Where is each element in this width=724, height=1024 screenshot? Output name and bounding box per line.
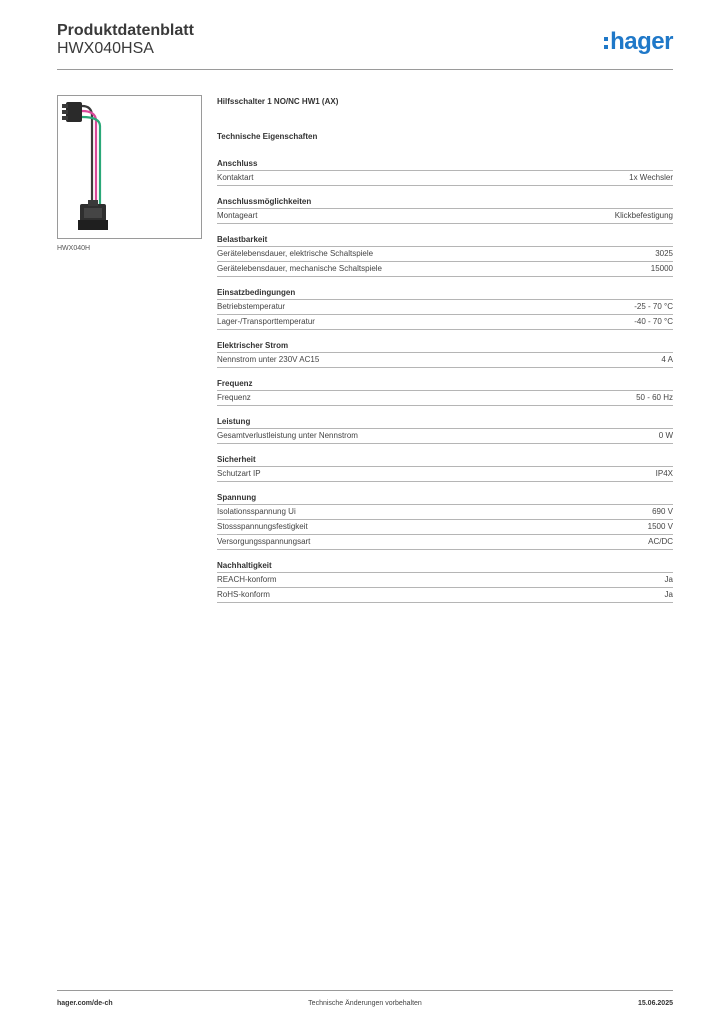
product-code: HWX040HSA [57, 40, 154, 57]
section-title: Technische Eigenschaften [217, 132, 318, 141]
property-groups [217, 157, 673, 603]
property-label: Betriebstemperatur [217, 302, 286, 311]
property-row [217, 391, 673, 406]
group-title: Frequenz [217, 377, 673, 391]
group-title: Anschluss [217, 157, 673, 171]
property-value: 15000 [650, 264, 673, 273]
property-label: Montageart [217, 211, 258, 220]
property-value: 1x Wechsler [629, 173, 673, 182]
property-label: REACH-konform [217, 575, 277, 584]
property-group [217, 559, 673, 603]
property-row [217, 262, 673, 277]
property-label: Kontaktart [217, 173, 254, 182]
group-title: Anschlussmöglichkeiten [217, 195, 673, 209]
group-title: Belastbarkeit [217, 233, 673, 247]
hager-logo [604, 28, 673, 56]
property-value: 690 V [652, 507, 673, 516]
property-row [217, 467, 673, 482]
property-row [217, 247, 673, 262]
property-row [217, 505, 673, 520]
property-label: Isolationsspannung Ui [217, 507, 296, 516]
group-title: Sicherheit [217, 453, 673, 467]
property-row [217, 315, 673, 330]
property-value: 0 W [658, 431, 673, 440]
property-row [217, 520, 673, 535]
property-value: -40 - 70 °C [634, 317, 673, 326]
property-value: -25 - 70 °C [634, 302, 673, 311]
property-group [217, 157, 673, 186]
property-label: Schutzart IP [217, 469, 261, 478]
property-row [217, 573, 673, 588]
document-title: Produktdatenblatt [57, 22, 194, 39]
property-value: Ja [664, 590, 673, 599]
group-title: Nachhaltigkeit [217, 559, 673, 573]
image-caption: HWX040H [57, 245, 91, 252]
property-value: IP4X [655, 469, 673, 478]
property-group [217, 286, 673, 330]
property-row [217, 209, 673, 224]
group-title: Spannung [217, 491, 673, 505]
property-label: Lager-/Transporttemperatur [217, 317, 315, 326]
property-group [217, 453, 673, 482]
document-header [57, 20, 673, 70]
property-row [217, 300, 673, 315]
property-value: AC/DC [648, 537, 673, 546]
group-title: Einsatzbedingungen [217, 286, 673, 300]
footer-note: Technische Änderungen vorbehalten [308, 1000, 422, 1007]
product-title: Hilfsschalter 1 NO/NC HW1 (AX) [217, 97, 339, 106]
footer-date: 15.06.2025 [637, 1000, 673, 1007]
footer-url[interactable]: hager.com/de-ch [57, 1000, 113, 1007]
auxiliary-switch-illustration [58, 96, 201, 238]
property-row [217, 171, 673, 186]
property-value: 1500 V [647, 522, 673, 531]
property-value: 50 - 60 Hz [636, 393, 673, 402]
property-label: Gesamtverlustleistung unter Nennstrom [217, 431, 358, 440]
property-label: RoHS-konform [217, 590, 270, 599]
logo-text: hager [610, 28, 673, 55]
property-value: Ja [664, 575, 673, 584]
property-group [217, 377, 673, 406]
property-label: Gerätelebensdauer, mechanische Schaltspiele [217, 264, 382, 273]
property-group [217, 195, 673, 224]
group-title: Leistung [217, 415, 673, 429]
property-group [217, 491, 673, 550]
property-row [217, 535, 673, 550]
property-row [217, 588, 673, 603]
property-group [217, 233, 673, 277]
logo-dots-icon [604, 37, 608, 49]
product-image [57, 95, 202, 239]
document-footer [57, 990, 673, 1014]
property-label: Stossspannungsfestigkeit [217, 522, 308, 531]
property-label: Nennstrom unter 230V AC15 [217, 355, 320, 364]
property-value: Klickbefestigung [614, 211, 673, 220]
property-value: 4 A [661, 355, 673, 364]
property-value: 3025 [655, 249, 673, 258]
property-group [217, 339, 673, 368]
group-title: Elektrischer Strom [217, 339, 673, 353]
property-label: Gerätelebensdauer, elektrische Schaltspiele [217, 249, 374, 258]
property-label: Frequenz [217, 393, 251, 402]
property-label: Versorgungsspannungsart [217, 537, 311, 546]
product-details [217, 96, 673, 612]
property-row [217, 353, 673, 368]
property-group [217, 415, 673, 444]
property-row [217, 429, 673, 444]
